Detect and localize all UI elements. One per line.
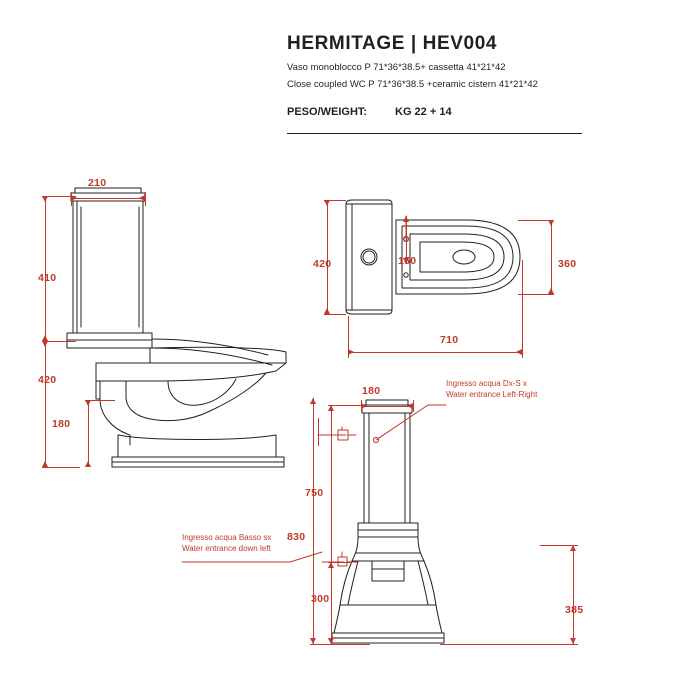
dimline-420-top [327, 200, 328, 314]
extline-420side-bottom [42, 467, 80, 468]
dimline-385 [573, 545, 574, 644]
dim-side-foot-height: 180 [52, 418, 71, 430]
arrow-180side-bottom [85, 461, 91, 467]
front-view-side-inlet-marker [350, 395, 580, 515]
dimline-420-side [45, 341, 46, 467]
dimline-360 [551, 220, 552, 294]
extline-180front-left [361, 400, 362, 412]
extline-710-right [522, 260, 523, 358]
dim-front-cistern-top-height: 750 [305, 487, 324, 499]
arrow-150-bottom [403, 258, 409, 264]
extline-710-left [348, 316, 349, 358]
dimline-830 [313, 398, 314, 644]
extline-180front-right [413, 400, 414, 412]
weight-label: PESO/WEIGHT: [287, 106, 368, 118]
dimline-180-front [361, 406, 413, 407]
upper-inlet-symbol [318, 425, 358, 445]
side-view-drawing [40, 185, 300, 475]
lower-inlet-symbol [322, 550, 362, 572]
extline-360-top [518, 220, 554, 221]
note-side-line-it: Ingresso acqua Dx-S x [446, 379, 527, 388]
dim-front-bowl-width: 385 [565, 604, 584, 616]
extline-360-bottom [518, 294, 554, 295]
extline-750-top [328, 405, 362, 406]
dim-front-total-height: 830 [287, 531, 306, 543]
weight-value: KG 22 + 14 [395, 106, 452, 118]
extline-210-left [71, 192, 72, 206]
note-low-line-en: Water entrance down left [182, 544, 271, 553]
note-low-line-it: Ingresso acqua Basso sx [182, 533, 272, 542]
extline-830-bottom [310, 644, 370, 645]
dim-top-inlet-offset: 150 [398, 255, 417, 267]
arrow-830-top [310, 398, 316, 404]
dim-front-inlet-low-height: 300 [311, 593, 330, 605]
dim-side-cistern-height: 410 [38, 272, 57, 284]
dim-front-cistern-width: 180 [362, 385, 381, 397]
note-low-leader [182, 532, 332, 572]
note-water-entrance-side [446, 378, 537, 400]
dim-top-cistern-depth: 420 [313, 258, 332, 270]
dim-side-cistern-width: 210 [88, 177, 107, 189]
dimline-710 [348, 352, 522, 353]
extline-410-top [42, 196, 76, 197]
extline-420top-top [324, 200, 346, 201]
extline-210-right [145, 192, 146, 206]
extline-front-upper-inlet [318, 418, 319, 446]
dimline-150 [406, 216, 407, 264]
header-divider [287, 133, 582, 134]
dimline-210 [71, 198, 145, 199]
note-side-line-en: Water entrance Left-Right [446, 390, 538, 399]
dimline-300 [331, 562, 332, 644]
extline-385-bottom [440, 644, 578, 645]
dim-side-bowl-height: 420 [38, 374, 57, 386]
extline-180side-top [85, 400, 115, 401]
dim-top-total-length: 710 [440, 334, 459, 346]
dimline-180-side [88, 400, 89, 467]
arrow-150-top [403, 216, 409, 222]
arrow-300-bottom [328, 638, 334, 644]
subtitle-italian: Vaso monoblocco P 71*36*38.5+ cassetta 41*21*42 [287, 62, 506, 73]
dimline-410 [45, 196, 46, 341]
extline-385-top [540, 545, 578, 546]
extline-300-top [328, 562, 352, 563]
subtitle-english: Close coupled WC P 71*36*38.5 +ceramic cistern 41*21*42 [287, 79, 538, 90]
dim-top-bowl-width: 360 [558, 258, 577, 270]
arrow-420side-top [42, 341, 48, 347]
page-title: HERMITAGE | HEV004 [287, 33, 498, 54]
extline-420top-bottom [324, 314, 346, 315]
